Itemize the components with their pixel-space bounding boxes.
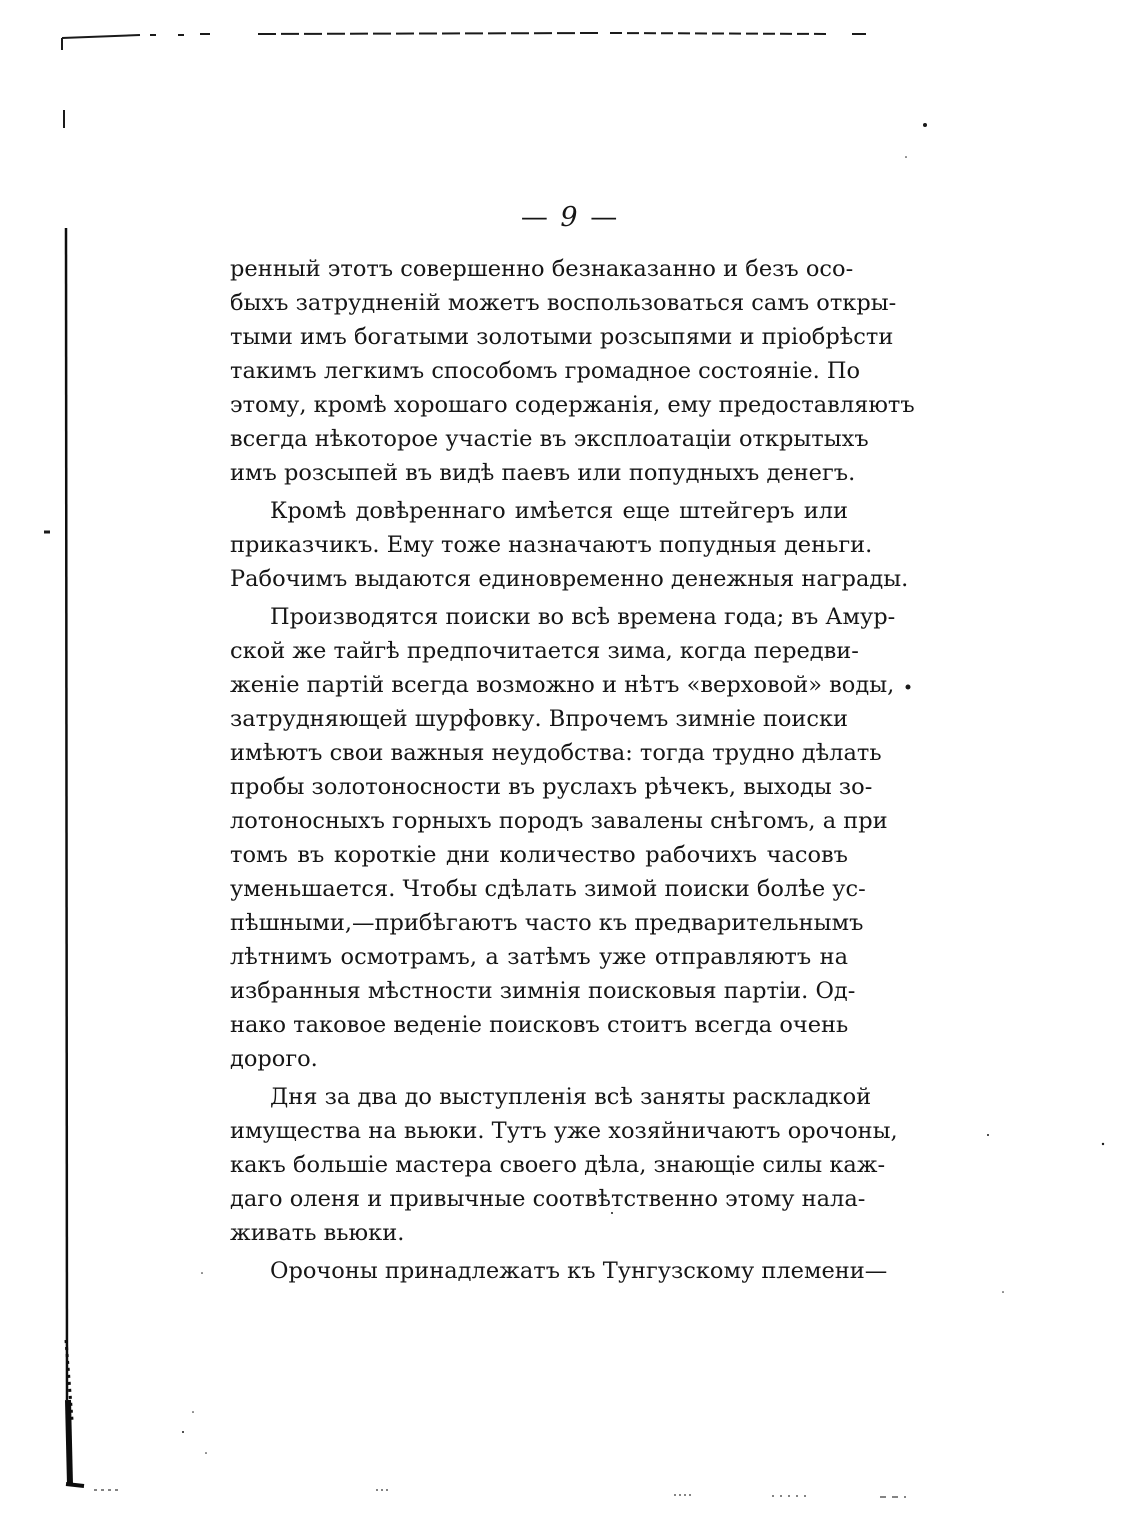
text-line: ренный этотъ совершенно безнаказанно и безъ осо- [230,256,854,282]
text-line: живать вьюки. [230,1220,405,1246]
text-line: нако таковое веденіе поисковъ стоитъ всегда очень [230,1012,849,1038]
text-line: имѣютъ свои важныя неудобства: тогда трудно дѣлать [230,740,882,766]
page-number-dash-left: — [520,202,550,233]
text-line: пробы золотоносности въ руслахъ рѣчекъ, выходы зо- [230,774,873,800]
text-line: женіе партій всегда возможно и нѣтъ «верховой» воды, [230,672,895,698]
text-line: Рабочимъ выдаются единовременно денежныя награды. [230,566,909,592]
text-line: дорого. [230,1046,318,1072]
text-line: лѣтнимъ осмотрамъ, а затѣмъ уже отправляютъ на [230,944,848,970]
page-number-value: 9 [560,202,580,233]
text-line: томъ въ короткіе дни количество рабочихъ часовъ [230,842,848,868]
paragraph [230,1254,888,1288]
text-line: пѣшными,—прибѣгаютъ часто къ предварительнымъ [230,910,864,936]
text-line: такимъ легкимъ способомъ громадное состояніе. По [230,358,861,384]
paragraph [230,600,896,1076]
bottom-scan-edge [94,1490,906,1497]
text-line: избранныя мѣстности зимнія поисковыя партіи. Од- [230,978,856,1004]
text-line: даго оленя и привычные соотвѣтственно этому нала- [230,1186,866,1212]
page-number [0,200,1140,236]
text-line: затрудняющей шурфовку. Впрочемъ зимніе поиски [230,706,849,732]
text-line: тыми имъ богатыми золотыми розсыпями и пріобрѣсти [230,324,894,350]
page-number-dash-right: — [590,202,620,233]
top-scan-edge [62,33,866,50]
body-text [230,252,915,1288]
text-line: этому, кромѣ хорошаго содержанія, ему предоставляютъ [230,392,915,418]
text-line: Производятся поиски во всѣ времена года; въ Амур- [270,604,896,630]
text-line: лотоносныхъ горныхъ породъ завалены снѣгомъ, а при [230,808,888,834]
text-line: Дня за два до выступленія всѣ заняты раскладкой [270,1084,872,1110]
text-line: приказчикъ. Ему тоже назначаютъ попудныя деньги. [230,532,873,558]
text-line: имъ розсыпей въ видѣ паевъ или попудныхъ денегъ. [230,460,856,486]
paragraph [230,252,915,490]
text-line: какъ большіе мастера своего дѣла, знающіе силы каж- [230,1152,886,1178]
paragraph [230,494,909,596]
text-line: уменьшается. Чтобы сдѣлать зимой поиски болѣе ус- [230,876,866,902]
text-line: быхъ затрудненій можетъ воспользоваться самъ откры- [230,290,897,316]
paragraph [230,1080,898,1250]
text-line: всегда нѣкоторое участіе въ эксплоатаціи открытыхъ [230,426,869,452]
text-line: ской же тайгѣ предпочитается зима, когда передви- [230,638,859,664]
text-line: Орочоны принадлежатъ къ Тунгузскому племени— [270,1258,888,1284]
text-line: имущества на вьюки. Тутъ уже хозяйничаютъ орочоны, [230,1118,898,1144]
left-binding-edge [66,228,84,1486]
text-line: Кромѣ довѣреннаго имѣется еще штейгеръ или [270,498,848,524]
